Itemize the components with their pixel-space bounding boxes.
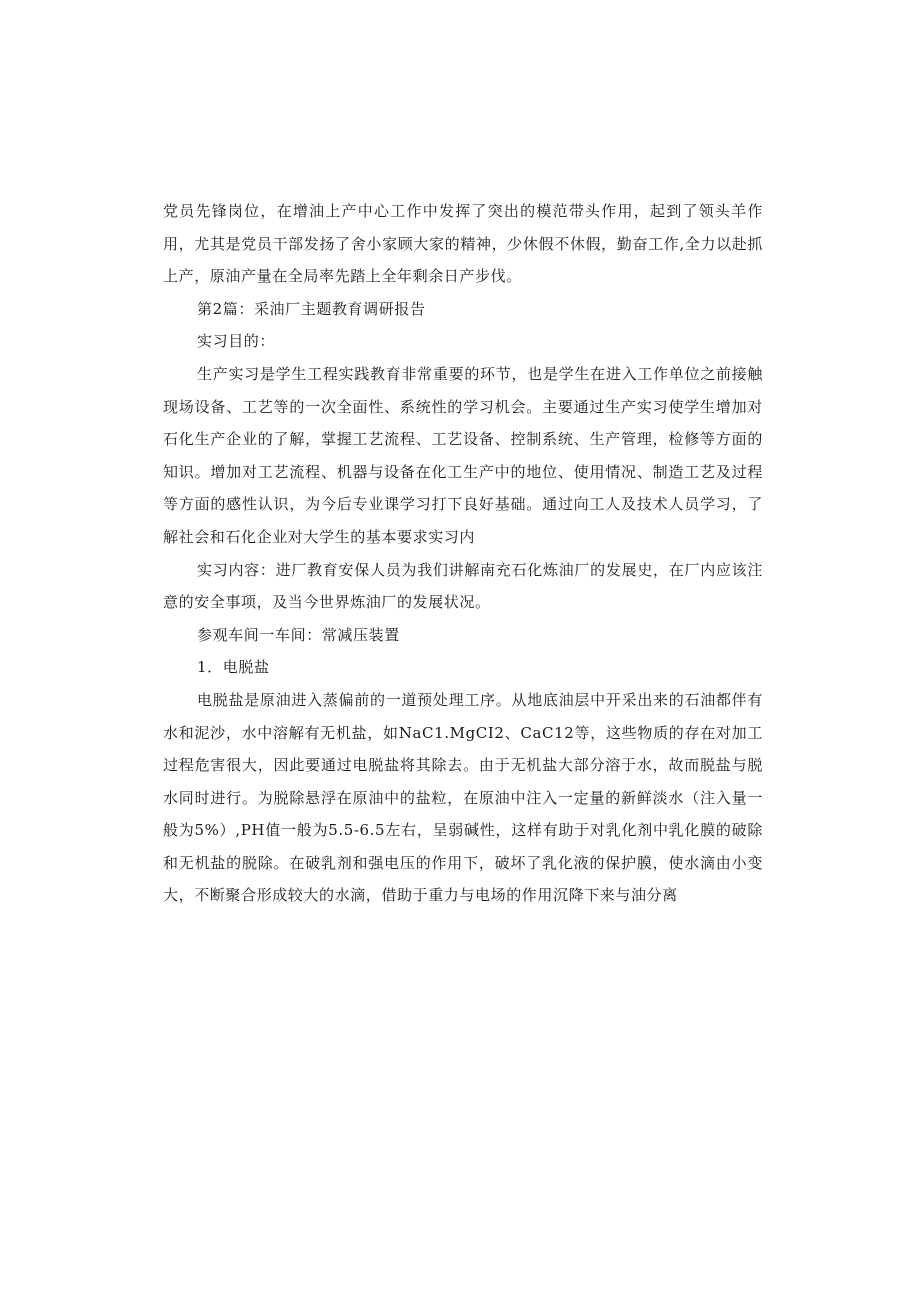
paragraph-desalting: 电脱盐是原油进入蒸偏前的一道预处理工序。从地底油层中开采出来的石油都伴有水和泥沙，水中溶解有无机盐，如NaC1.MgCI2、CaC12等，这些物质的存在对加工过程危害很大，因此要通过电脱盐将其除去。由于无机盐大部分溶于水，故而脱盐与脱水同时进行。为脱除悬浮在原油中的盐粒，在原油中注入一定量的新鲜淡水（注入量一般为5%）,PH值一般为5.5-6.5左右，呈弱碱性，这样有助于对乳化剂中乳化膜的破除和无机盐的脱除。在破乳剂和强电压的作用下，破坏了乳化液的保护膜，使水滴由小变大，不断聚合形成较大的水滴，借助于重力与电场的作用沉降下来与油分离 xyxy=(163,690,763,905)
subheading-workshop: 参观车间一车间：常减压装置 xyxy=(197,625,400,644)
section-heading: 第2篇：采油厂主题教育调研报告 xyxy=(197,299,426,318)
subheading-purpose: 实习目的： xyxy=(197,332,276,351)
document-body xyxy=(163,195,763,912)
paragraph-continuation: 党员先锋岗位，在增油上产中心工作中发挥了突出的模范带头作用，起到了领头羊作用，尤其是党员干部发扬了舍小家顾大家的精神，少休假不休假，勤奋工作,全力以赴抓上产，原油产量在全局率先踏上全年剩余日产步伐。 xyxy=(163,202,763,286)
paragraph-content: 实习内容：进厂教育安保人员为我们讲解南充石化炼油厂的发展史，在厂内应该注意的安全事项，及当今世界炼油厂的发展状况。 xyxy=(163,560,763,612)
list-item-heading: 1．电脱盐 xyxy=(197,658,270,677)
paragraph-purpose: 生产实习是学生工程实践教育非常重要的环节，也是学生在进入工作单位之前接触现场设备、工艺等的一次全面性、系统性的学习机会。主要通过生产实习使学生增加对石化生产企业的了解，掌握工艺流程、工艺设备、控制系统、生产管理，检修等方面的知识。增加对工艺流程、机器与设备在化工生产中的地位、使用情况、制造工艺及过程等方面的感性认识，为今后专业课学习打下良好基础。通过向工人及技术人员学习，了解社会和石化企业对大学生的基本要求实习内 xyxy=(163,364,763,546)
